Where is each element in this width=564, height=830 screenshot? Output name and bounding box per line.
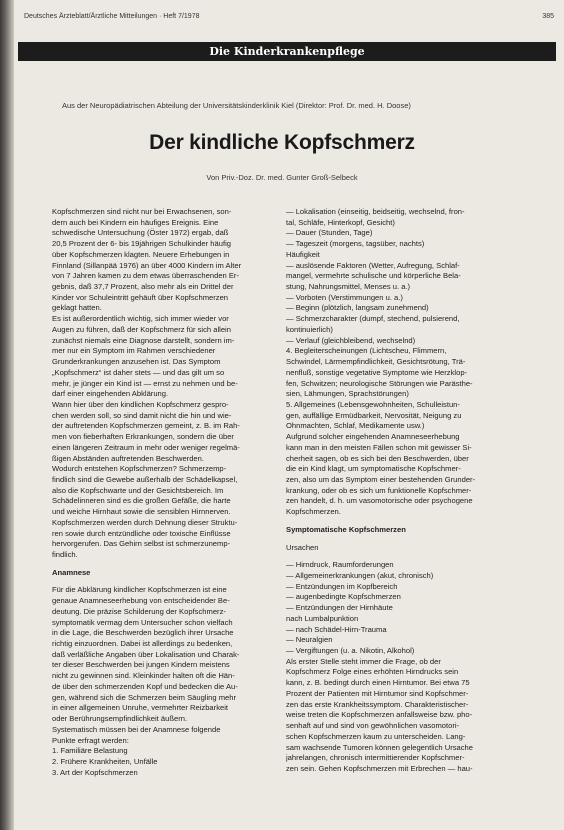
text-line: hervorgerufen. Das Gehirn selbst ist schmerzunemp- bbox=[52, 539, 231, 549]
text-line: genaue Anamneseerhebung von entscheidender Be- bbox=[52, 596, 230, 606]
text-line: fen, Schwitzen; neurologische Störungen wie Parästhe- bbox=[286, 378, 473, 388]
text-line: 20,5 Prozent der 6- bis 19jährigen Schulkinder häufig bbox=[52, 239, 231, 249]
text-line: Kopfschmerzen. bbox=[286, 507, 341, 517]
text-line: kontinuierlich) bbox=[286, 324, 333, 334]
text-line: mangel, vermehrte schulische und körperliche Bela- bbox=[286, 271, 461, 281]
text-line: zen, also um das Symptom einer bestehenden Grunder- bbox=[286, 474, 476, 484]
text-line: — nach Schädel-Hirn-Trauma bbox=[286, 624, 387, 634]
text-line: Schwindel, Lärmempfindlichkeit, Gesichtsrötung, Trä- bbox=[286, 357, 466, 367]
text-line: Kopfschmerz Folge eines erhöhten Hirndrucks sein bbox=[286, 667, 459, 677]
text-line: von 7 Jahren kamen zu dem etwas überraschenden Er- bbox=[52, 271, 239, 281]
text-line: gebnis, daß 37,7 Prozent, also mehr als ein Drittel der bbox=[52, 282, 234, 292]
text-line: — Lokalisation (einseitig, beidseitig, wechselnd, fron- bbox=[286, 207, 465, 216]
text-line: — Hirndruck, Raumforderungen bbox=[286, 560, 394, 570]
text-line: — Allgemeinerkrankungen (akut, chronisch) bbox=[286, 571, 434, 580]
text-line: „Kopfschmerz“ ist daher stets — und das gilt um so bbox=[52, 367, 225, 377]
section-banner-title: Die Kinderkrankenpflege bbox=[209, 45, 365, 58]
text-line: in die Lage, die Beschwerden bezüglich ihrer Ursache bbox=[52, 628, 234, 638]
page-number: 385 bbox=[542, 13, 554, 20]
text-line: Finnland (Sillanpää 1976) an über 4000 Kindern im Alter bbox=[52, 260, 242, 270]
book-spine-shadow bbox=[0, 0, 14, 830]
journal-header: Deutsches Ärzteblatt/Ärztliche Mitteilungen · Heft 7/1978 bbox=[24, 13, 200, 20]
text-line: 4. Begleiterscheinungen (Lichtscheu, Flimmern, bbox=[286, 346, 447, 356]
text-line: die ein Kind klagt, um symptomatische Kopfschmer- bbox=[286, 464, 461, 474]
line-gap bbox=[52, 561, 300, 568]
text-line: kann man in den meisten Fällen schon mit gewisser Si- bbox=[286, 442, 472, 452]
text-line: — auslösende Faktoren (Wetter, Aufregung, Schlaf- bbox=[286, 260, 460, 270]
article-author: Von Priv.-Doz. Dr. med. Gunter Groß-Selbeck bbox=[206, 173, 358, 182]
text-line: — Beginn (plötzlich, langsam zunehmend) bbox=[286, 303, 429, 313]
text-line: Häufigkeit bbox=[286, 249, 320, 259]
text-line: Punkte erfragt werden: bbox=[52, 735, 129, 745]
text-line: also die Kopfschwarte und der Gesichtsbereich. Im bbox=[52, 485, 224, 495]
text-line: jahrelangen, chronisch intermittierender Kopfschmer- bbox=[286, 753, 465, 763]
text-line: — Vorboten (Verstimmungen u. a.) bbox=[286, 292, 403, 302]
text-line: weise treten die Kopfschmerzen anfallsweise bzw. pho- bbox=[286, 710, 473, 720]
article-title: Der kindliche Kopfschmerz bbox=[149, 131, 415, 154]
text-line: ren sowie durch entzündliche oder toxische Einflüsse bbox=[52, 528, 231, 538]
text-line: sam wachsende Tumoren können gelegentlich Ursache bbox=[286, 742, 473, 752]
text-line: 3. Art der Kopfschmerzen bbox=[52, 767, 138, 777]
text-line: de über den schmerzenden Kopf und bedecken die Au- bbox=[52, 681, 238, 691]
text-line: sien, Lähmungen, Sprachstörungen) bbox=[286, 389, 409, 399]
text-line: nicht zu gewinnen sind. Kleinkinder halten oft die Hän- bbox=[52, 671, 235, 681]
text-line: chen werden soll, so sind damit nicht die hin und wie- bbox=[52, 410, 232, 420]
right-column bbox=[286, 207, 548, 775]
text-line: 2. Frühere Krankheiten, Unfälle bbox=[52, 756, 158, 766]
text-line: Ohnmachten, Schlaf, Medikamente usw.) bbox=[286, 421, 425, 431]
text-line: — Dauer (Stunden, Tage) bbox=[286, 228, 373, 238]
text-line: nach Lumbalpunktion bbox=[286, 613, 359, 623]
affiliation: Aus der Neuropädiatrischen Abteilung der Universitätskinderklinik Kiel (Direktor: Prof. Dr. med. H. Doose) bbox=[62, 101, 411, 110]
text-line: zunächst niemals eine Diagnose darstellt, sondern im- bbox=[52, 335, 235, 345]
text-line: Ursachen bbox=[286, 542, 319, 552]
text-line: Es ist außerordentlich wichtig, sich immer wieder vor bbox=[52, 314, 229, 324]
text-line: kann, z. B. bedingt durch einen Hirntumor. Bei etwa 75 bbox=[286, 678, 470, 688]
text-line: Schädelinneren sind es die großen Gefäße, die harte bbox=[52, 496, 231, 506]
text-line: Systematisch müssen bei der Anamnese folgende bbox=[52, 724, 221, 734]
text-line: und weiche Hirnhaut sowie die sensiblen Hirnnerven. bbox=[52, 507, 231, 517]
text-line: Prozent der Patienten mit Hirntumor sind Kopfschmer- bbox=[286, 688, 469, 698]
text-line: krankung, oder ob es sich um funktionelle Kopfschmer- bbox=[286, 485, 472, 495]
text-line: richtig einzuordnen. Dabei ist allerdings zu bedenken, bbox=[52, 639, 233, 649]
line-gap bbox=[286, 536, 548, 543]
text-line: ter dieser Beschwerden bei jungen Kindern meistens bbox=[52, 660, 230, 670]
text-line: Kopfschmerzen werden durch Dehnung dieser Struktu- bbox=[52, 517, 238, 527]
text-line: — Verlauf (gleichbleibend, wechselnd) bbox=[286, 335, 416, 345]
line-gap bbox=[286, 553, 548, 560]
text-line: mehr, je jünger ein Kind ist — ernst zu nehmen und be- bbox=[52, 378, 238, 388]
section-heading: Anamnese bbox=[52, 567, 91, 577]
line-gap bbox=[52, 578, 300, 585]
text-line: schwedische Untersuchung (Öster 1972) ergab, daß bbox=[52, 228, 229, 238]
text-line: ßigen Abständen auftretenden Beschwerden. bbox=[52, 453, 204, 463]
text-line: — Vergiftungen (u. a. Nikotin, Alkohol) bbox=[286, 646, 415, 656]
text-line: Als erster Stelle steht immer die Frage, ob der bbox=[286, 656, 441, 666]
text-line: — Neuralgien bbox=[286, 635, 333, 645]
text-line: nenfluß, sonstige vegetative Symptome wie Herzklop- bbox=[286, 367, 468, 377]
text-line: zen das erste Krankheitssymptom. Charakteristischer- bbox=[286, 699, 469, 709]
text-line: schen Kopfschmerzen kaum zu unterscheiden. Lang- bbox=[286, 731, 466, 741]
text-line: — Entzündungen der Hirnhäute bbox=[286, 603, 393, 613]
text-line: in einer allgemeinen Unruhe, vermehrter Reizbarkeit bbox=[52, 703, 229, 713]
text-line: gen, während sich die Schmerzen beim Säugling mehr bbox=[52, 692, 237, 702]
text-line: darf einer eingehenden Abklärung. bbox=[52, 389, 169, 399]
text-line: 5. Allgemeines (Lebensgewohnheiten, Schulleistun- bbox=[286, 399, 460, 409]
text-line: Grunderkrankungen anzusehen ist. Das Symptom bbox=[52, 357, 221, 367]
text-line: über Kopfschmerzen klagten. Neuere Erhebungen in bbox=[52, 249, 230, 259]
text-line: einen längeren Zeitraum in mehr oder weniger regelmä- bbox=[52, 442, 240, 452]
text-line: geklagt hatten. bbox=[52, 303, 102, 313]
section-heading: Symptomatische Kopfschmerzen bbox=[286, 524, 406, 534]
text-line: Aufgrund solcher eingehenden Anamneseerhebung bbox=[286, 432, 460, 442]
text-line: — Schmerzcharakter (dumpf, stechend, pulsierend, bbox=[286, 314, 460, 324]
text-line: — augenbedingte Kopfschmerzen bbox=[286, 592, 401, 602]
text-line: stung, Nahrungsmittel, Menses u. a.) bbox=[286, 282, 411, 292]
text-line: dern auch bei Kindern ein häufiges Ereignis. Eine bbox=[52, 217, 219, 227]
text-line: Für die Abklärung kindlicher Kopfschmerzen ist eine bbox=[52, 585, 227, 595]
line-gap bbox=[286, 518, 548, 525]
text-line: cherheit sagen, ob es sich bei den Beschwerden, über bbox=[286, 453, 469, 463]
text-line: oder Berührungsempfindlichkeit äußern. bbox=[52, 714, 188, 724]
left-column bbox=[52, 207, 300, 778]
text-line: symptomatik vermag dem Untersucher schon vielfach bbox=[52, 617, 233, 627]
text-line: findlich sind die Gewebe außerhalb der Schädelkapsel, bbox=[52, 474, 238, 484]
text-line: deutung. Die präzise Schilderung der Kopfschmerz- bbox=[52, 606, 226, 616]
text-line: 1. Familiäre Belastung bbox=[52, 746, 128, 756]
text-line: zen sein. Gehen Kopfschmerzen mit Erbrechen — hau- bbox=[286, 763, 473, 773]
text-line: Kinder vor Schuleintritt gehäuft über Kopfschmerzen bbox=[52, 292, 229, 302]
text-line: mer nur ein Symptom im Rahmen verschiedener bbox=[52, 346, 216, 356]
text-line: findlich. bbox=[52, 550, 78, 559]
text-line: men von fieberhaften Erkrankungen, sondern die über bbox=[52, 432, 234, 442]
text-line: Kopfschmerzen sind nicht nur bei Erwachsenen, son- bbox=[52, 207, 232, 216]
text-line: senhaft auf und sind von gewöhnlichen vasomotori- bbox=[286, 721, 460, 731]
text-line: der auftretenden Kopfschmerzen gemeint, z. B. im Rah- bbox=[52, 421, 240, 431]
text-line: Wann hier über den kindlichen Kopfschmerz gespro- bbox=[52, 399, 229, 409]
text-line: Wodurch entstehen Kopfschmerzen? Schmerzemp- bbox=[52, 464, 227, 474]
text-line: gen, auffällige Ermüdbarkeit, Nervosität, Neigung zu bbox=[286, 410, 462, 420]
section-banner bbox=[18, 42, 556, 61]
text-line: — Tageszeit (morgens, tagsüber, nachts) bbox=[286, 239, 425, 249]
text-line: tal, Schläfe, Hinterkopf, Gesicht) bbox=[286, 217, 395, 227]
text-line: — Entzündungen im Kopfbereich bbox=[286, 581, 398, 591]
text-line: Augen zu führen, daß der Kopfschmerz für sich allein bbox=[52, 324, 231, 334]
text-line: daß verläßliche Angaben über Lokalisation und Charak- bbox=[52, 649, 240, 659]
text-line: zen handelt, d. h. um vasomotorische oder psychogene bbox=[286, 496, 473, 506]
